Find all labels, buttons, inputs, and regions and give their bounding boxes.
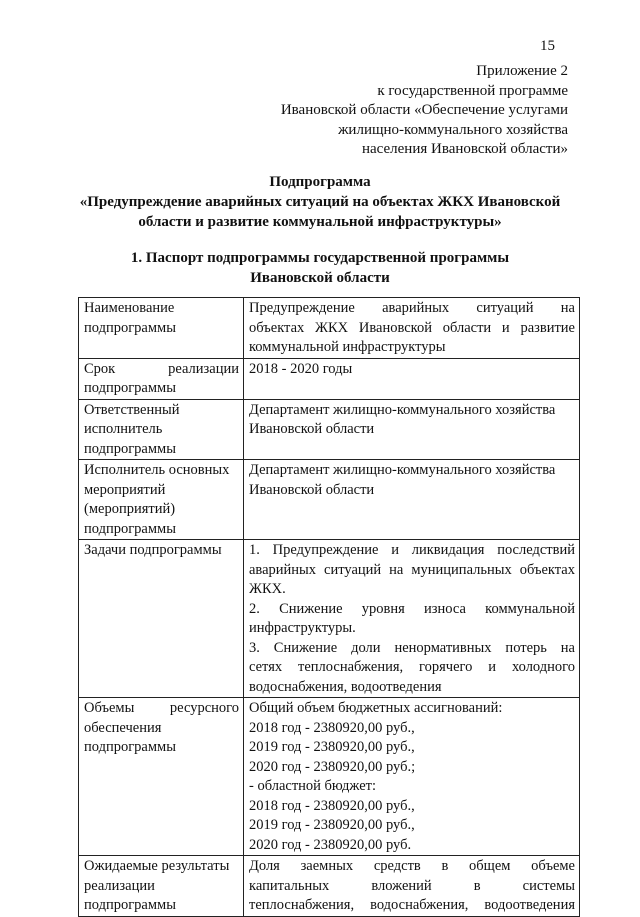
label-line: реализации: [84, 877, 155, 894]
value-line: - областной бюджет:: [249, 778, 377, 794]
value-line: Ивановской области: [249, 481, 375, 498]
label-line: Ожидаемые результаты: [84, 858, 230, 874]
row-label: [79, 399, 244, 460]
label-line: Ответственный: [84, 401, 180, 418]
table-row: [79, 540, 580, 698]
label-line: мероприятий: [84, 481, 166, 498]
value-line: коммунальной инфраструктуры: [249, 339, 446, 355]
label-line: Исполнитель основных: [84, 462, 230, 478]
row-value: [244, 856, 580, 917]
value-line: сетях теплоснабжения, горячего и холодного: [249, 659, 575, 675]
label-line: подпрограммы: [84, 897, 176, 913]
value-line: 2018 - 2020 годы: [249, 360, 353, 377]
label-line: подпрограммы: [84, 319, 176, 336]
row-label: [79, 856, 244, 917]
table-row: [79, 298, 580, 359]
table-row: [79, 698, 580, 856]
label-line: Задачи подпрограммы: [84, 542, 222, 558]
row-value: [244, 540, 580, 698]
value-line: аварийных ситуаций на муниципальных объектах: [249, 561, 575, 578]
label-line: Срок реализации: [84, 360, 239, 377]
row-value: [244, 460, 580, 540]
value-line: 2018 год - 2380920,00 руб.,: [249, 797, 415, 814]
label-line: Объемы ресурсного: [84, 700, 239, 716]
value-line: 2020 год - 2380920,00 руб.: [249, 836, 412, 853]
label-line: подпрограммы: [84, 520, 176, 537]
appendix-line: жилищно-коммунального хозяйства: [338, 121, 568, 138]
row-label: [79, 460, 244, 540]
value-line: 1. Предупреждение и ликвидация последствий: [249, 542, 575, 558]
passport-table: [78, 297, 580, 917]
appendix-line: Ивановской области «Обеспечение услугами: [280, 102, 568, 118]
row-value: [244, 698, 580, 856]
label-line: подпрограммы: [84, 739, 176, 755]
value-line: 2018 год - 2380920,00 руб.,: [249, 719, 415, 736]
row-value: [244, 358, 580, 399]
value-line: инфраструктуры.: [249, 620, 356, 636]
passport-title: [60, 248, 580, 288]
value-line: капитальных вложений в системы: [249, 877, 575, 894]
passport-title-line: Ивановской области: [250, 270, 390, 286]
row-label: [79, 540, 244, 698]
table-row: [79, 358, 580, 399]
value-line: Общий объем бюджетных ассигнований:: [249, 700, 503, 716]
appendix-line: Приложение 2: [476, 63, 568, 79]
row-value: [244, 298, 580, 359]
value-line: 3. Снижение доли ненормативных потерь на: [249, 639, 575, 656]
value-line: 2019 год - 2380920,00 руб.,: [249, 817, 415, 833]
table-row: [79, 856, 580, 917]
value-line: ЖКХ.: [249, 581, 286, 597]
page-number: 15: [540, 38, 555, 54]
table-row: [79, 460, 580, 540]
value-line: 2019 год - 2380920,00 руб.,: [249, 739, 415, 755]
value-line: объектах ЖКХ Ивановской области и развитие: [249, 319, 575, 336]
label-line: подпрограммы: [84, 440, 176, 457]
appendix-line: к государственной программе: [377, 82, 568, 99]
value-line: водоснабжения, водоотведения: [249, 678, 442, 695]
label-line: (мероприятий): [84, 501, 176, 517]
value-line: Доля заемных средств в общем объеме: [249, 858, 575, 874]
value-line: 2. Снижение уровня износа коммунальной: [249, 600, 575, 617]
value-line: Предупреждение аварийных ситуаций на: [249, 300, 575, 316]
value-line: Ивановской области: [249, 421, 375, 437]
subprogram-heading: Подпрограмма: [269, 174, 371, 190]
label-line: исполнитель: [84, 421, 163, 437]
subprogram-title: [60, 172, 580, 232]
row-label: [79, 358, 244, 399]
passport-title-line: 1. Паспорт подпрограммы государственной программы: [130, 250, 510, 266]
row-label: [79, 698, 244, 856]
subprogram-title-line: «Предупреждение аварийных ситуаций на объектах ЖКХ Ивановской: [79, 194, 561, 210]
value-line: теплоснабжения, водоснабжения, водоотведения: [249, 897, 575, 913]
value-line: 2020 год - 2380920,00 руб.;: [249, 758, 416, 775]
subprogram-title-line: области и развитие коммунальной инфраструктуры»: [138, 214, 502, 230]
row-value: [244, 399, 580, 460]
appendix-line: населения Ивановской области»: [361, 141, 568, 157]
appendix-block: [228, 62, 568, 160]
table-row: [79, 399, 580, 460]
label-line: Наименование: [84, 300, 175, 316]
label-line: подпрограммы: [84, 380, 176, 396]
value-line: Департамент жилищно-коммунального хозяйства: [249, 462, 556, 478]
row-label: [79, 298, 244, 359]
value-line: Департамент жилищно-коммунального хозяйства: [249, 401, 556, 418]
label-line: обеспечения: [84, 719, 162, 736]
